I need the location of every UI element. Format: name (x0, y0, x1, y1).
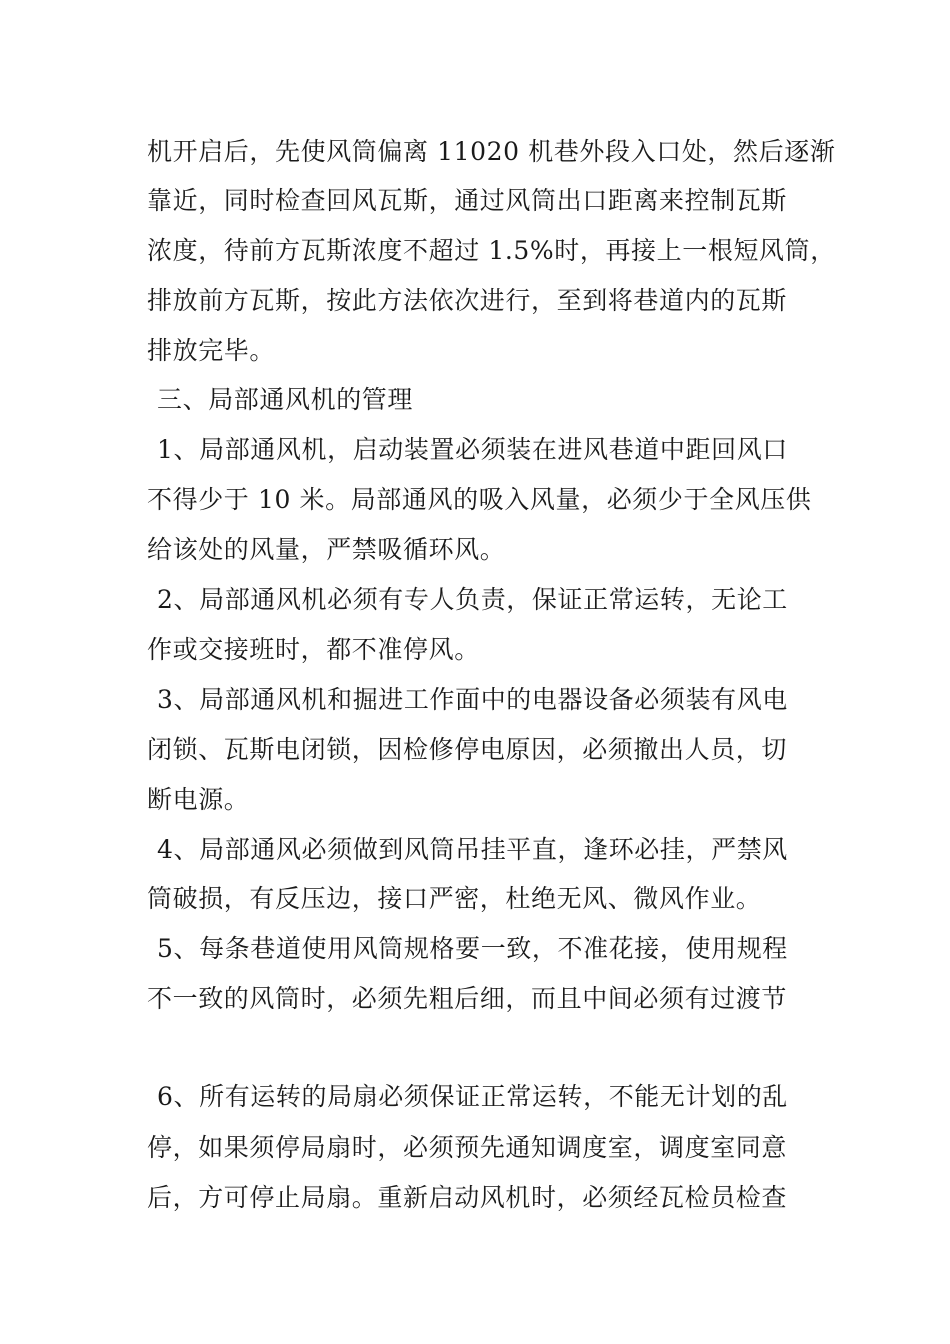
body-text-line: 排放前方瓦斯，按此方法依次进行，至到将巷道内的瓦斯 (147, 286, 788, 315)
body-text-line: 排放完毕。 (147, 336, 276, 365)
body-text-line: 浓度，待前方瓦斯浓度不超过 1.5%时，再接上一根短风筒， (147, 236, 836, 265)
body-text-line: 闭锁、瓦斯电闭锁，因检修停电原因，必须撤出人员，切 (147, 735, 788, 764)
list-item-2-line: 2、局部通风机必须有专人负责，保证正常运转，无论工 (157, 585, 788, 614)
list-item-4-line: 4、局部通风必须做到风筒吊挂平直，逢环必挂，严禁风 (157, 835, 788, 864)
body-text-line: 筒破损，有反压边，接口严密，杜绝无风、微风作业。 (147, 884, 762, 913)
body-text-line: 停，如果须停局扇时，必须预先通知调度室，调度室同意 (147, 1133, 788, 1162)
body-text-line: 后，方可停止局扇。重新启动风机时，必须经瓦检员检查 (147, 1183, 788, 1212)
list-item-5-line: 5、每条巷道使用风筒规格要一致，不准花接，使用规程 (157, 934, 788, 963)
body-text-line: 靠近，同时检查回风瓦斯，通过风筒出口距离来控制瓦斯 (147, 186, 788, 215)
list-item-1-line: 1、局部通风机，启动装置必须装在进风巷道中距回风口 (157, 435, 788, 464)
body-text-line: 不一致的风筒时，必须先粗后细，而且中间必须有过渡节 (147, 984, 788, 1013)
list-item-3-line: 3、局部通风机和掘进工作面中的电器设备必须装有风电 (157, 685, 788, 714)
body-text-line: 给该处的风量，严禁吸循环风。 (147, 535, 506, 564)
body-text-line: 断电源。 (147, 785, 250, 814)
body-text-line: 不得少于 10 米。局部通风的吸入风量，必须少于全风压供 (147, 485, 812, 514)
body-text-line: 作或交接班时，都不准停风。 (147, 635, 480, 664)
list-item-6-line: 6、所有运转的局扇必须保证正常运转，不能无计划的乱 (157, 1082, 788, 1111)
body-text-line: 机开启后，先使风筒偏离 11020 机巷外段入口处，然后逐渐 (147, 137, 836, 166)
section-heading: 三、局部通风机的管理 (157, 385, 414, 414)
